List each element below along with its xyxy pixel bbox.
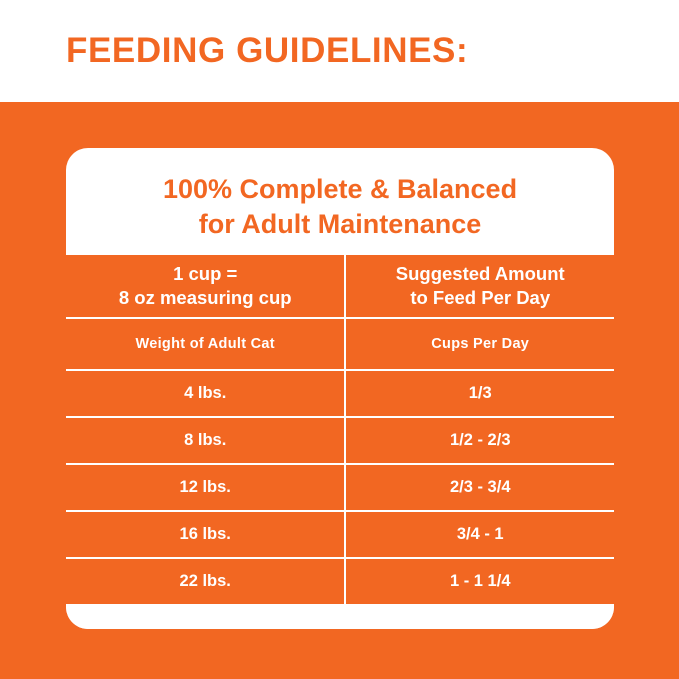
cell-cups: 3/4 - 1 — [345, 511, 614, 558]
suggested-amount-line-2: to Feed Per Day — [410, 287, 551, 309]
cell-cups: 1/3 — [345, 370, 614, 417]
table-row — [66, 558, 614, 604]
column-header-weight: Weight of Adult Cat — [66, 318, 345, 370]
cup-definition-line-2: 8 oz measuring cup — [118, 287, 292, 309]
cell-weight: 16 lbs. — [66, 511, 345, 558]
cup-definition-cell — [66, 255, 345, 318]
cell-weight: 12 lbs. — [66, 464, 345, 511]
table-row — [66, 370, 614, 417]
card-bottom-strip — [66, 604, 614, 629]
orange-background-panel — [0, 102, 679, 679]
table-row — [66, 417, 614, 464]
feeding-table-wrapper — [66, 255, 614, 629]
cell-cups: 2/3 - 3/4 — [345, 464, 614, 511]
table-banner-row — [66, 255, 614, 318]
cell-weight: 22 lbs. — [66, 558, 345, 604]
suggested-amount-line-1: Suggested Amount — [395, 263, 565, 285]
cell-weight: 4 lbs. — [66, 370, 345, 417]
cell-weight: 8 lbs. — [66, 417, 345, 464]
column-header-cups: Cups Per Day — [345, 318, 614, 370]
card-heading-line-1: 100% Complete & Balanced — [162, 174, 518, 204]
cell-cups: 1/2 - 2/3 — [345, 417, 614, 464]
guidelines-card — [66, 148, 614, 629]
header-band — [0, 0, 679, 102]
cell-cups: 1 - 1 1/4 — [345, 558, 614, 604]
card-heading — [66, 148, 614, 255]
table-header-row — [66, 318, 614, 370]
cup-definition-line-1: 1 cup = — [173, 263, 238, 285]
table-row — [66, 511, 614, 558]
suggested-amount-cell — [345, 255, 614, 318]
page-title: FEEDING GUIDELINES: — [66, 31, 469, 70]
table-row — [66, 464, 614, 511]
feeding-table — [66, 255, 614, 604]
card-heading-line-2: for Adult Maintenance — [198, 208, 482, 239]
